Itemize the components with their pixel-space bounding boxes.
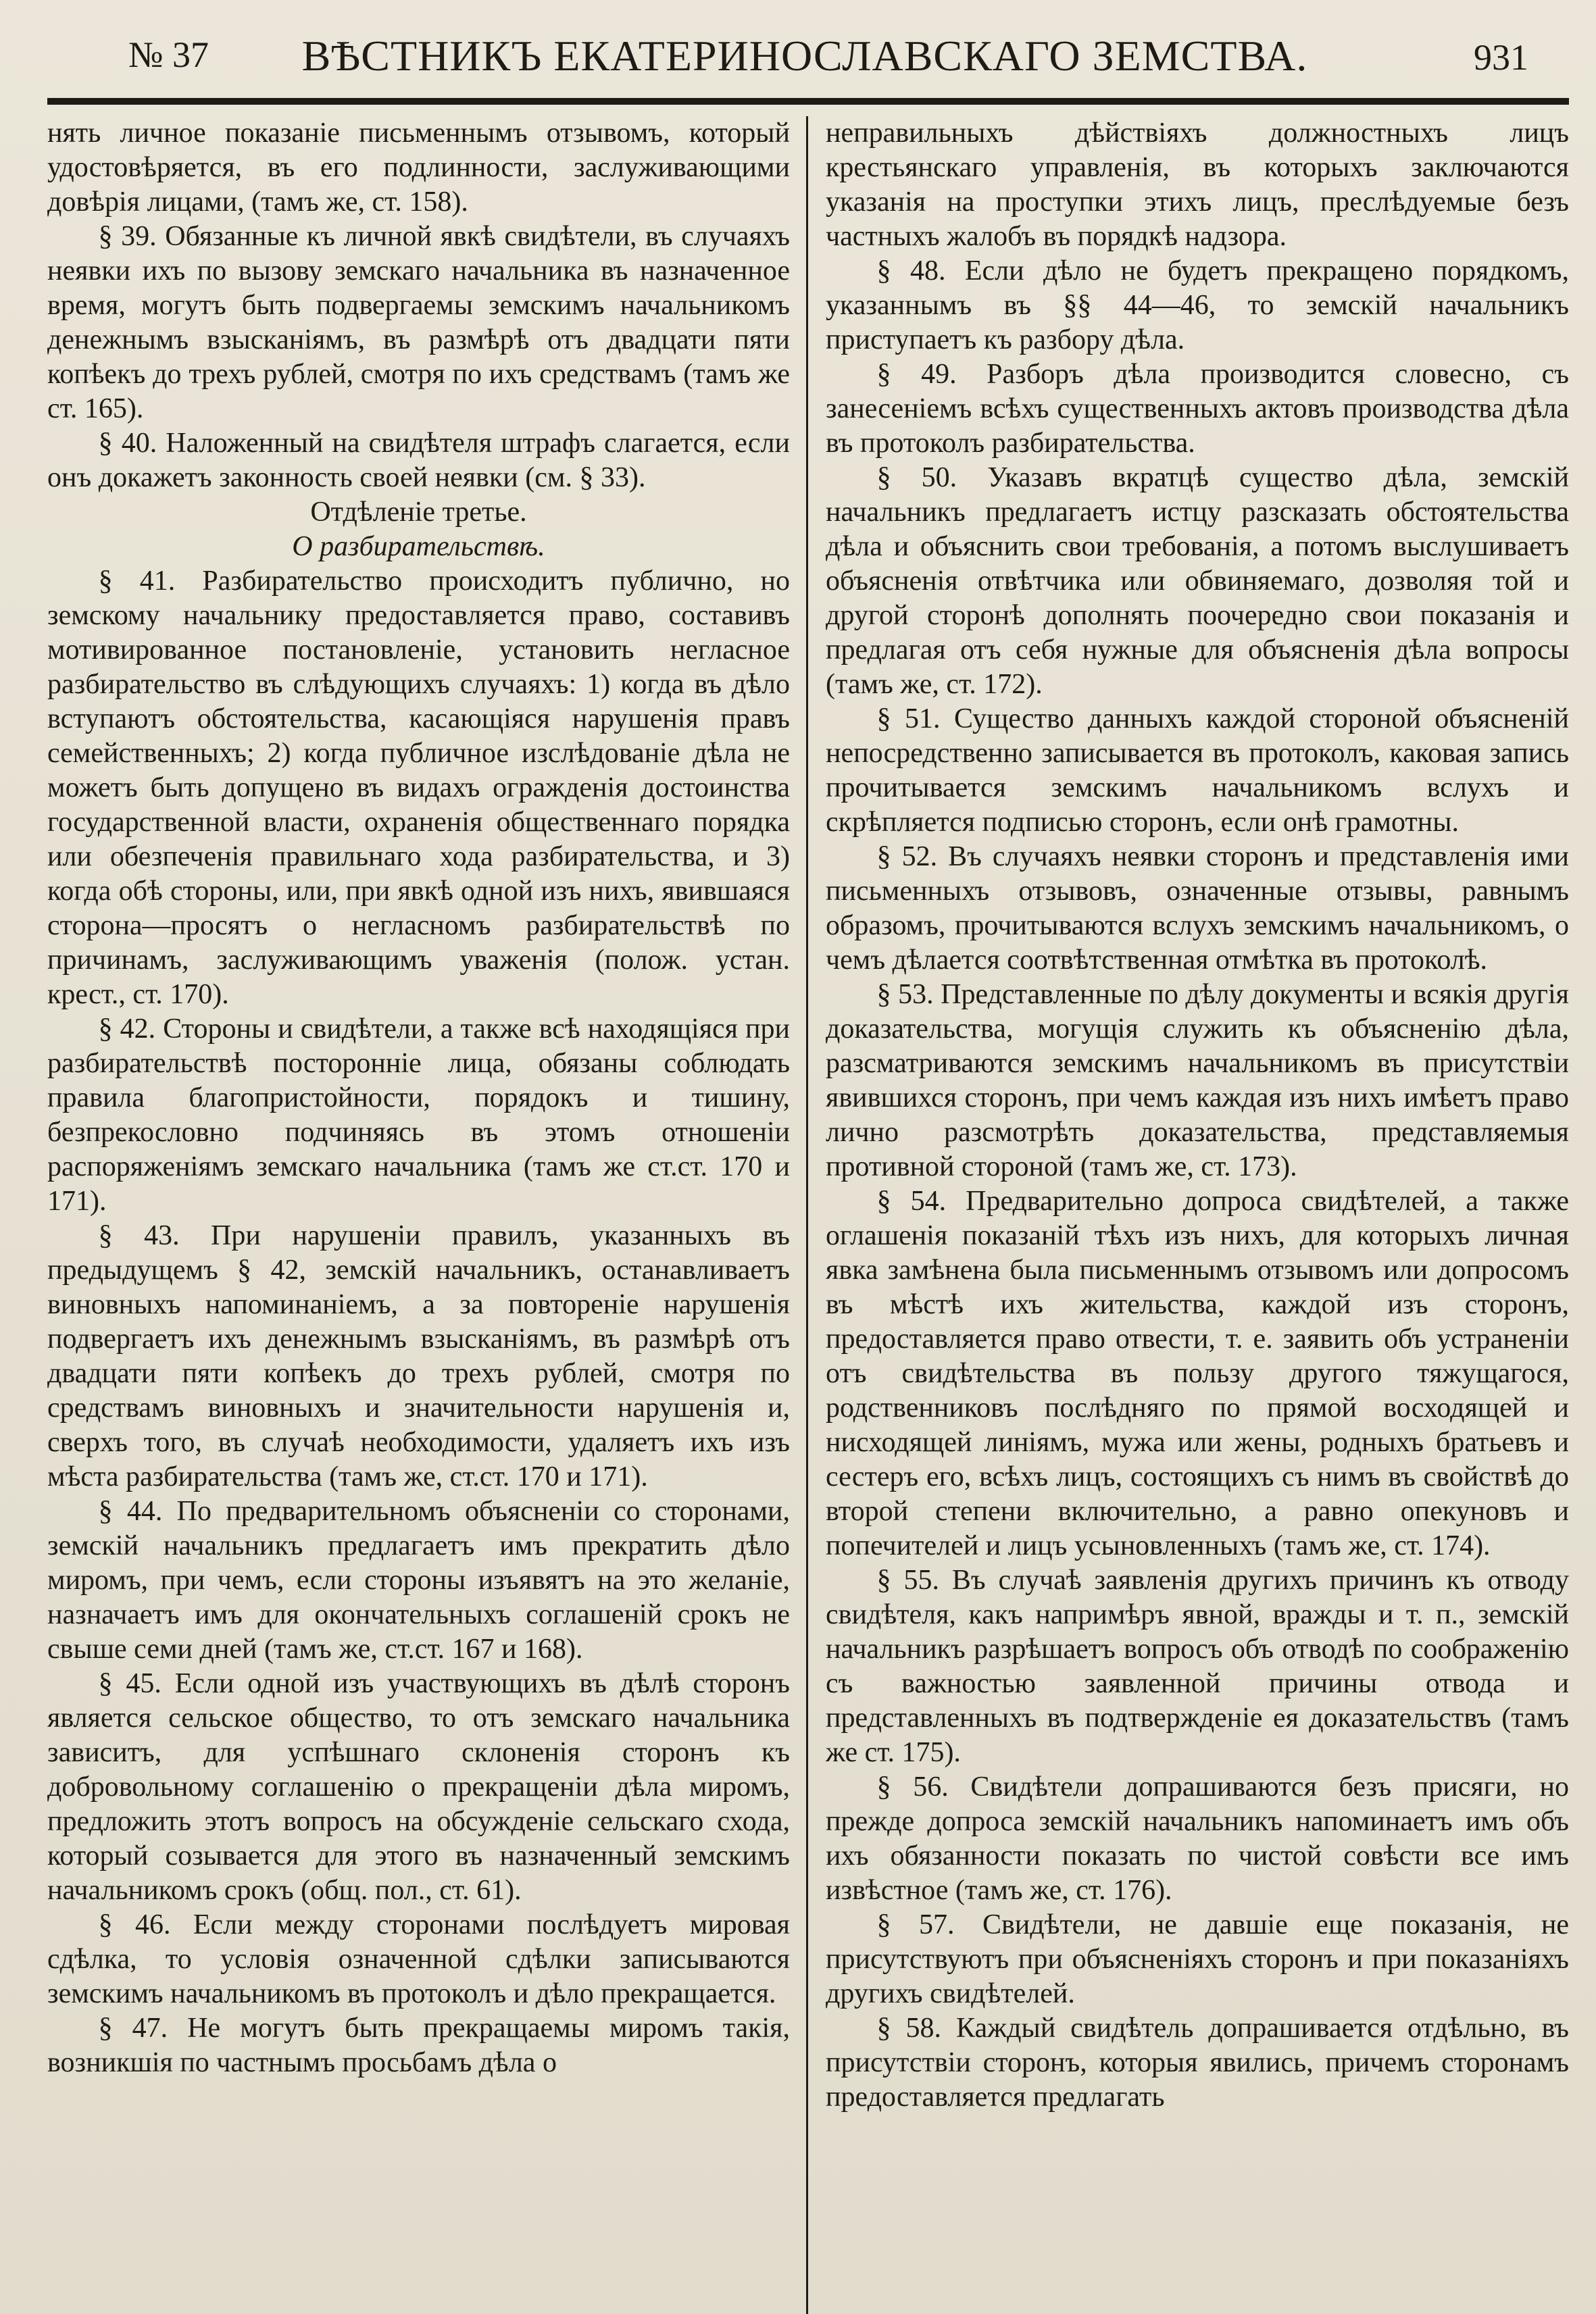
right-column [808, 116, 1569, 2314]
paragraph-52: § 52. Въ случаяхъ неявки сторонъ и представленія ими письменныхъ отзывовъ, означенные отзывы, равнымъ образомъ, прочитываются вслухъ земскимъ начальникомъ, о чемъ дѣлается соотвѣтственная отмѣтка въ протоколѣ. [826, 841, 1569, 976]
paragraph-47: § 47. Не могутъ быть прекращаемы миромъ такія, возникшія по частнымъ просьбамъ дѣла о [47, 2013, 790, 2078]
section-heading: Отдѣленіе третье. [310, 497, 527, 528]
paragraph: неправильныхъ дѣйствіяхъ должностныхъ лицъ крестьянскаго управленія, въ которыхъ заключаются указанія на проступки этихъ лицъ, преслѣдуемые безъ частныхъ жалобъ въ порядкѣ надзора. [826, 118, 1569, 252]
paragraph-41: § 41. Разбирательство происходитъ публично, но земскому начальнику предоставляется право, составивъ мотивированное постановленіе, установить негласное разбирательство въ слѣдующихъ случаяхъ: 1) когда въ дѣло вступаютъ обстоятельства, касающіяся нарушенія правъ семейственныхъ; 2) когда публичное изслѣдованіе дѣла не можетъ быть допущено въ видахъ огражденія достоинства государственной власти, охраненія общественнаго порядка или обезпеченія правильнаго хода разбирательства, и 3) когда обѣ стороны, или, при явкѣ одной изъ нихъ, явившаяся сторона—просятъ о негласномъ разбирательствѣ по причинамъ, заслуживающимъ уваженія (полож. устан. крест., ст. 170). [47, 565, 790, 1010]
page-header [41, 27, 1569, 95]
paragraph-39: § 39. Обязанные къ личной явкѣ свидѣтели, въ случаяхъ неявки ихъ по вызову земскаго начальника въ назначенное время, могутъ быть подвергаемы земскимъ начальникомъ денежнымъ взысканіямъ, въ размѣрѣ отъ двадцати пяти копѣекъ до трехъ рублей, смотря по ихъ средствамъ (тамъ же ст. 165). [47, 221, 790, 424]
page-number: 931 [1474, 37, 1528, 78]
journal-title: ВѢСТНИКЪ ЕКАТЕРИНОСЛАВСКАГО ЗЕМСТВА. [301, 32, 1308, 80]
header-rule [47, 98, 1569, 105]
paragraph-55: § 55. Въ случаѣ заявленія другихъ причинъ къ отводу свидѣтеля, какъ напримѣръ явной, вражды и т. п., земскій начальникъ разрѣшаетъ вопросъ объ отводѣ по соображенію съ важностью заявленной причины отвода и представленныхъ въ подтвержденіе ея доказательствъ (тамъ же ст. 175). [826, 1565, 1569, 1768]
left-column [47, 116, 808, 2314]
paragraph-54: § 54. Предварительно допроса свидѣтелей, а также оглашенія показаній тѣхъ изъ нихъ, для которыхъ личная явка замѣнена была письменнымъ отзывомъ или допросомъ въ мѣстѣ ихъ жительства, каждой изъ сторонъ, предоставляется право отвести, т. е. заявить объ устраненіи отъ свидѣтельства въ пользу другого тяжущагося, родственниковъ послѣдняго по прямой восходящей и нисходящей линіямъ, мужа или жены, родныхъ братьевъ и сестеръ его, всѣхъ лицъ, состоящихъ съ нимъ въ свойствѣ до второй степени включительно, а равно опекуновъ и попечителей и лицъ усыновленныхъ (тамъ же, ст. 174). [826, 1186, 1569, 1561]
paragraph-42: § 42. Стороны и свидѣтели, а также всѣ находящіяся при разбирательствѣ посторонніе лица, обязаны соблюдать правила благопристойности, порядокъ и тишину, безпрекословно подчиняясь въ этомъ отношеніи распоряженіямъ земскаго начальника (тамъ же ст.ст. 170 и 171). [47, 1013, 790, 1217]
paragraph-51: § 51. Существо данныхъ каждой стороной объясненій непосредственно записывается въ протоколъ, каковая запись прочитывается земскимъ начальникомъ вслухъ и скрѣпляется подписью сторонъ, если онѣ грамотны. [826, 703, 1569, 838]
paragraph-49: § 49. Разборъ дѣла производится словесно, съ занесеніемъ всѣхъ существенныхъ актовъ производства дѣла въ протоколъ разбирательства. [826, 359, 1569, 459]
section-subheading: О разбирательствѣ. [292, 531, 545, 562]
paragraph-43: § 43. При нарушеніи правилъ, указанныхъ въ предыдущемъ § 42, земскій начальникъ, останавливаетъ виновныхъ напоминаніемъ, а за повтореніе нарушенія подвергаетъ ихъ денежнымъ взысканіямъ, въ размѣрѣ отъ двадцати пяти копѣекъ до трехъ рублей, смотря по средствамъ виновныхъ и значительности нарушенія и, сверхъ того, въ случаѣ необходимости, удаляетъ ихъ изъ мѣста разбирательства (тамъ же, ст.ст. 170 и 171). [47, 1220, 790, 1492]
issue-number: № 37 [128, 34, 209, 75]
paragraph-45: § 45. Если одной изъ участвующихъ въ дѣлѣ сторонъ является сельское общество, то отъ земскаго начальника зависитъ, для успѣшнаго склоненія сторонъ къ добровольному соглашенію о прекращеніи дѣла миромъ, предложить этотъ вопросъ на обсужденіе сельскаго схода, который созывается для этого въ назначенный земскимъ начальникомъ срокъ (общ. пол., ст. 61). [47, 1668, 790, 1906]
paragraph-48: § 48. Если дѣло не будетъ прекращено порядкомъ, указаннымъ въ §§ 44—46, то земскій начальникъ приступаетъ къ разбору дѣла. [826, 255, 1569, 355]
paragraph-57: § 57. Свидѣтели, не давшіе еще показанія, не присутствуютъ при объясненіяхъ сторонъ и при показаніяхъ другихъ свидѣтелей. [826, 1909, 1569, 2009]
paragraph-46: § 46. Если между сторонами послѣдуетъ мировая сдѣлка, то условія означенной сдѣлки записываются земскимъ начальникомъ въ протоколъ и дѣло прекращается. [47, 1909, 790, 2009]
paragraph-56: § 56. Свидѣтели допрашиваются безъ присяги, но прежде допроса земскій начальникъ напоминаетъ имъ объ ихъ обязанности показать по чистой совѣсти все имъ извѣстное (тамъ же, ст. 176). [826, 1771, 1569, 1906]
paragraph-44: § 44. По предварительномъ объясненіи со сторонами, земскій начальникъ предлагаетъ имъ прекратить дѣло миромъ, при чемъ, если стороны изъявятъ на это желаніе, назначаетъ имъ для окончательныхъ соглашеній срокъ не свыше семи дней (тамъ же, ст.ст. 167 и 168). [47, 1496, 790, 1665]
paragraph-58: § 58. Каждый свидѣтель допрашивается отдѣльно, въ присутствіи сторонъ, которыя явились, причемъ сторонамъ предоставляется предлагать [826, 2013, 1569, 2113]
paragraph-53: § 53. Представленные по дѣлу документы и всякія другія доказательства, могущія служить къ объясненію дѣла, разсматриваются земскимъ начальникомъ въ присутствіи явившихся сторонъ, при чемъ каждая изъ нихъ имѣетъ право лично разсмотрѣть доказательства, представляемыя противной стороной (тамъ же, ст. 173). [826, 979, 1569, 1182]
paragraph-50: § 50. Указавъ вкратцѣ существо дѣла, земскій начальникъ предлагаетъ истцу разсказать обстоятельства дѣла и объяснить свои требованія, а потомъ выслушиваетъ объясненія отвѣтчика или обвиняемаго, дозволяя той и другой сторонѣ дополнять поочередно свои показанія и предлагая отъ себя нужные для объясненія дѣла вопросы (тамъ же, ст. 172). [826, 462, 1569, 700]
paragraph-40: § 40. Наложенный на свидѣтеля штрафъ слагается, если онъ докажетъ законность своей неявки (см. § 33). [47, 428, 790, 493]
paragraph: нять личное показаніе письменнымъ отзывомъ, который удостовѣряется, въ его подлинности, заслуживающими довѣрія лицами, (тамъ же, ст. 158). [47, 118, 790, 218]
text-columns [47, 116, 1569, 2314]
